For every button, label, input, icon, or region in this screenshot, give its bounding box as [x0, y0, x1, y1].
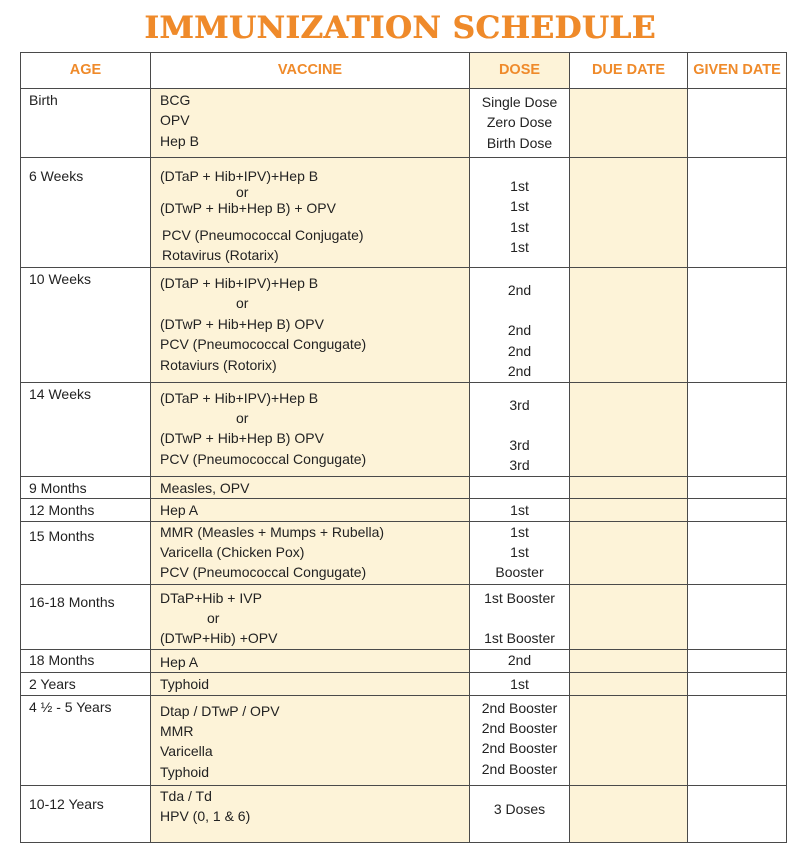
vaccine-cell	[151, 382, 470, 476]
due-date-cell[interactable]	[570, 521, 688, 584]
table-row	[21, 584, 787, 649]
given-date-cell[interactable]	[688, 521, 787, 584]
dose-cell	[470, 158, 570, 268]
dose-line: 1st	[510, 502, 529, 519]
dose-line: 1st Booster	[484, 629, 555, 646]
table-row	[21, 268, 787, 383]
vaccine-line: Hep A	[160, 653, 199, 670]
dose-line: 1st	[510, 198, 529, 215]
vaccine-cell	[151, 158, 470, 268]
age-cell: 10-12 Years	[21, 785, 151, 842]
vaccine-line: Hep A	[160, 502, 199, 519]
age-cell: 2 Years	[21, 673, 151, 695]
due-date-cell[interactable]	[570, 382, 688, 476]
age-cell: 14 Weeks	[21, 382, 151, 476]
vaccine-cell	[151, 649, 470, 672]
vaccine-line: Dtap / DTwP / OPV	[160, 702, 280, 719]
dose-line: 1st Booster	[484, 589, 555, 606]
dose-line: 2nd	[507, 363, 532, 380]
dose-line: 3rd	[509, 436, 530, 453]
vaccine-line: Varicella	[160, 743, 213, 760]
vaccine-cell	[151, 499, 470, 521]
table-row	[21, 521, 787, 584]
given-date-cell[interactable]	[688, 499, 787, 521]
header-row	[21, 53, 787, 89]
age-cell: 9 Months	[21, 476, 151, 498]
table-row	[21, 785, 787, 842]
vaccine-or: or	[236, 184, 249, 201]
dose-line: Booster	[495, 564, 544, 581]
due-date-cell[interactable]	[570, 268, 688, 383]
table-row	[21, 695, 787, 785]
dose-line: 2nd Booster	[481, 740, 558, 757]
given-date-cell[interactable]	[688, 695, 787, 785]
vaccine-cell	[151, 695, 470, 785]
vaccine-line: Typhoid	[160, 763, 210, 780]
table-row	[21, 89, 787, 158]
page-title: IMMUNIZATION SCHEDULE	[144, 10, 656, 46]
due-date-cell[interactable]	[570, 673, 688, 695]
table-row	[21, 382, 787, 476]
vaccine-cell	[151, 521, 470, 584]
age-cell: 15 Months	[21, 521, 151, 584]
vaccine-line: Tda / Td	[160, 787, 212, 804]
dose-line: 1st	[510, 239, 529, 256]
age-cell: Birth	[21, 89, 151, 158]
dose-cell	[470, 499, 570, 521]
given-date-cell[interactable]	[688, 476, 787, 498]
dose-cell	[470, 673, 570, 695]
due-date-cell[interactable]	[570, 649, 688, 672]
given-date-cell[interactable]	[688, 382, 787, 476]
due-date-cell[interactable]	[570, 158, 688, 268]
given-date-cell[interactable]	[688, 673, 787, 695]
vaccine-line: OPV	[160, 112, 190, 129]
age-cell: 12 Months	[21, 499, 151, 521]
dose-line: 1st	[510, 218, 529, 235]
given-date-cell[interactable]	[688, 268, 787, 383]
dose-line: Single Dose	[481, 94, 558, 110]
given-date-cell[interactable]	[688, 158, 787, 268]
dose-line: Zero Dose	[486, 114, 553, 131]
header-dose: DOSE	[470, 53, 570, 89]
vaccine-line: (DTwP + Hib+Hep B) + OPV	[160, 200, 336, 217]
age-cell: 18 Months	[21, 649, 151, 672]
vaccine-line: MMR	[160, 722, 194, 739]
dose-line: 3rd	[509, 396, 530, 413]
due-date-cell[interactable]	[570, 499, 688, 521]
age-cell: 10 Weeks	[21, 268, 151, 383]
header-due-date: DUE DATE	[570, 53, 688, 89]
vaccine-line: MMR (Measles + Mumps + Rubella)	[160, 523, 385, 540]
dose-cell	[470, 649, 570, 672]
vaccine-line: (DTwP + Hib+Hep B) OPV	[160, 430, 324, 447]
dose-line: Birth Dose	[486, 134, 553, 151]
dose-line: 2nd	[507, 322, 532, 339]
vaccine-cell	[151, 584, 470, 649]
dose-line: 2nd	[507, 282, 532, 298]
age-cell: 4 ½ - 5 Years	[21, 695, 151, 785]
vaccine-line: Rotaviurs (Rotorix)	[160, 356, 277, 373]
dose-line: 1st	[510, 543, 529, 560]
vaccine-line: PCV (Pneumococcal Congugate)	[160, 564, 367, 581]
vaccine-line: (DTaP + Hib+IPV)+Hep B	[160, 389, 319, 406]
vaccine-cell	[151, 673, 470, 695]
due-date-cell[interactable]	[570, 785, 688, 842]
vaccine-line: DTaP+Hib + IVP	[160, 589, 262, 606]
vaccine-cell	[151, 476, 470, 498]
dose-line: 1st	[510, 676, 529, 693]
header-vaccine: VACCINE	[151, 53, 470, 89]
table-row	[21, 476, 787, 498]
dose-line: 2nd	[507, 651, 532, 668]
table-row	[21, 499, 787, 521]
vaccine-line: BCG	[160, 92, 191, 108]
vaccine-or: or	[207, 609, 220, 626]
dose-line: 2nd Booster	[481, 699, 558, 716]
dose-line: 1st	[510, 523, 529, 540]
header-given-date: GIVEN DATE	[688, 53, 787, 89]
immunization-table	[20, 52, 787, 843]
table-row	[21, 158, 787, 268]
due-date-cell[interactable]	[570, 584, 688, 649]
given-date-cell[interactable]	[688, 89, 787, 158]
due-date-cell[interactable]	[570, 695, 688, 785]
vaccine-line: (DTwP + Hib+Hep B) OPV	[160, 315, 324, 332]
dose-cell	[470, 268, 570, 383]
given-date-cell[interactable]	[688, 649, 787, 672]
age-cell: 16-18 Months	[21, 584, 151, 649]
vaccine-cell	[151, 89, 470, 158]
vaccine-line: Varicella (Chicken Pox)	[160, 543, 305, 560]
header-age: AGE	[21, 53, 151, 89]
table-row	[21, 673, 787, 695]
dose-cell	[470, 382, 570, 476]
due-date-cell[interactable]	[570, 89, 688, 158]
vaccine-line: Rotavirus (Rotarix)	[162, 247, 279, 264]
given-date-cell[interactable]	[688, 584, 787, 649]
due-date-cell[interactable]	[570, 476, 688, 498]
vaccine-line: PCV (Pneumococcal Conjugate)	[162, 226, 364, 243]
dose-line: 2nd	[507, 342, 532, 359]
vaccine-or: or	[236, 295, 249, 312]
dose-cell	[470, 785, 570, 842]
age-cell: 6 Weeks	[21, 158, 151, 268]
dose-cell	[470, 89, 570, 158]
dose-cell	[470, 476, 570, 498]
vaccine-line: PCV (Pneumococcal Congugate)	[160, 450, 367, 467]
vaccine-line: (DTaP + Hib+IPV)+Hep B	[160, 168, 319, 184]
vaccine-cell	[151, 785, 470, 842]
dose-line: 3rd	[509, 457, 530, 474]
vaccine-line: Measles, OPV	[160, 479, 250, 496]
vaccine-line: HPV (0, 1 & 6)	[160, 807, 251, 824]
dose-cell	[470, 584, 570, 649]
vaccine-line: PCV (Pneumococcal Congugate)	[160, 336, 367, 353]
table-row	[21, 649, 787, 672]
dose-cell	[470, 521, 570, 584]
vaccine-line: Typhoid	[160, 676, 210, 693]
dose-cell	[470, 695, 570, 785]
dose-line: 3 Doses	[493, 800, 546, 817]
vaccine-cell	[151, 268, 470, 383]
dose-line: 1st	[510, 178, 529, 194]
vaccine-line: (DTaP + Hib+IPV)+Hep B	[160, 275, 319, 291]
dose-line: 2nd Booster	[481, 719, 558, 736]
vaccine-or: or	[236, 409, 249, 426]
dose-line: 2nd Booster	[481, 760, 558, 777]
given-date-cell[interactable]	[688, 785, 787, 842]
vaccine-line: (DTwP+Hib) +OPV	[160, 630, 278, 647]
vaccine-line: Hep B	[160, 132, 199, 149]
